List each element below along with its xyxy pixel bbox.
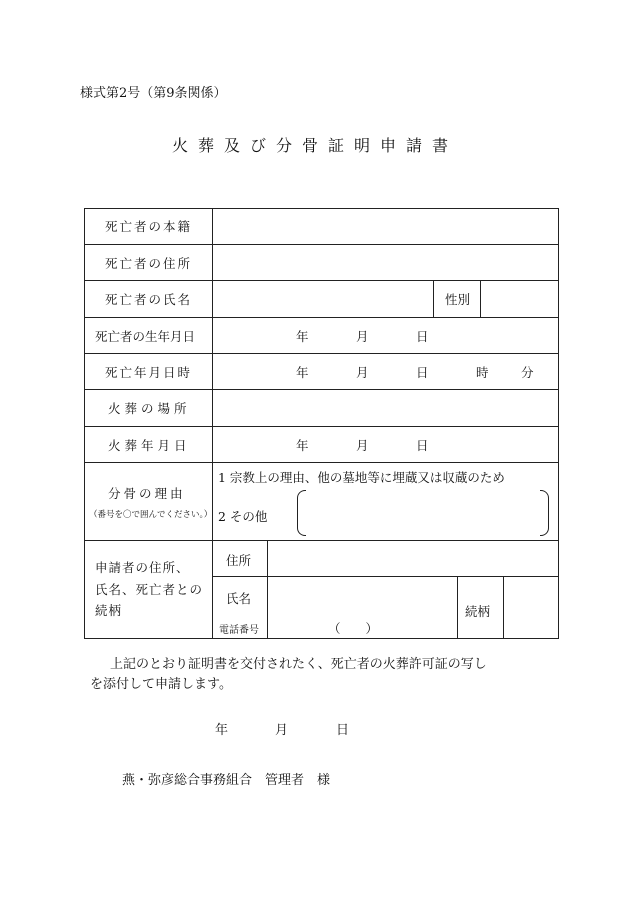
label-column-divider	[212, 208, 213, 639]
label-cremation-place: 火葬の場所	[108, 401, 191, 416]
relationship-divider-right	[503, 576, 504, 639]
table-border-bottom	[84, 638, 559, 639]
applicant-subcolumn-divider	[267, 540, 268, 639]
label-deceased-domicile: 死亡者の本籍	[105, 219, 193, 234]
death-month-unit: 月	[356, 365, 369, 380]
statement-line-2: を添付して申請します。	[90, 677, 232, 692]
death-hour-unit: 時	[476, 365, 489, 380]
label-applicant-name: 氏名	[226, 591, 252, 606]
reason-option-2: 2 その他	[218, 509, 268, 524]
label-relationship: 続柄	[465, 604, 491, 619]
row-divider	[212, 576, 559, 577]
row-divider	[84, 426, 559, 427]
row-divider	[84, 280, 559, 281]
birth-month-unit: 月	[356, 329, 369, 344]
table-border-top	[84, 208, 559, 209]
row-divider	[84, 462, 559, 463]
label-applicant-line2: 氏名、死亡者との	[95, 582, 204, 597]
row-divider	[84, 540, 559, 541]
table-border-right	[558, 208, 559, 639]
label-bone-split-reason: 分骨の理由	[108, 486, 186, 501]
row-divider	[84, 353, 559, 354]
other-reason-bracket-left	[297, 490, 306, 536]
table-border-left	[84, 208, 85, 639]
birth-day-unit: 日	[416, 329, 429, 344]
statement-line-1: 上記のとおり証明書を交付されたく、死亡者の火葬許可証の写し	[110, 657, 487, 672]
row-divider	[84, 317, 559, 318]
document-title: 火葬及び分骨証明申請書	[171, 136, 458, 155]
label-applicant-line1: 申請者の住所、	[95, 560, 190, 575]
cremation-day-unit: 日	[416, 438, 429, 453]
label-deceased-address: 死亡者の住所	[105, 256, 193, 271]
label-cremation-date: 火葬年月日	[108, 438, 191, 453]
other-reason-bracket-right	[540, 490, 549, 536]
phone-parentheses: （ ）	[328, 621, 379, 636]
death-day-unit: 日	[416, 365, 429, 380]
birth-year-unit: 年	[296, 329, 309, 344]
cremation-year-unit: 年	[296, 438, 309, 453]
cremation-month-unit: 月	[356, 438, 369, 453]
label-applicant-line3: 続柄	[95, 603, 123, 618]
reason-option-1: 1 宗教上の理由、他の墓地等に埋蔵又は収蔵のため	[218, 470, 505, 485]
application-day-unit: 日	[336, 723, 350, 738]
label-bone-split-note: （番号を〇で囲んでください。）	[89, 510, 213, 520]
label-death-datetime: 死亡年月日時	[105, 365, 193, 380]
label-applicant-address: 住所	[226, 553, 252, 568]
gender-divider-right	[480, 280, 481, 317]
relationship-divider-left	[457, 576, 458, 639]
row-divider	[84, 389, 559, 390]
addressee: 燕・弥彦総合事務組合 管理者 様	[122, 773, 331, 788]
label-deceased-name: 死亡者の氏名	[105, 292, 193, 307]
label-birth-date: 死亡者の生年月日	[95, 329, 196, 344]
label-applicant-phone: 電話番号	[219, 625, 259, 636]
label-gender: 性別	[445, 292, 471, 307]
row-divider	[84, 244, 559, 245]
death-minute-unit: 分	[521, 365, 534, 380]
application-month-unit: 月	[275, 723, 289, 738]
death-year-unit: 年	[296, 365, 309, 380]
application-year-unit: 年	[215, 723, 229, 738]
gender-divider-left	[433, 280, 434, 317]
form-number: 様式第2号（第9条関係）	[80, 86, 227, 101]
application-statement	[90, 655, 560, 695]
